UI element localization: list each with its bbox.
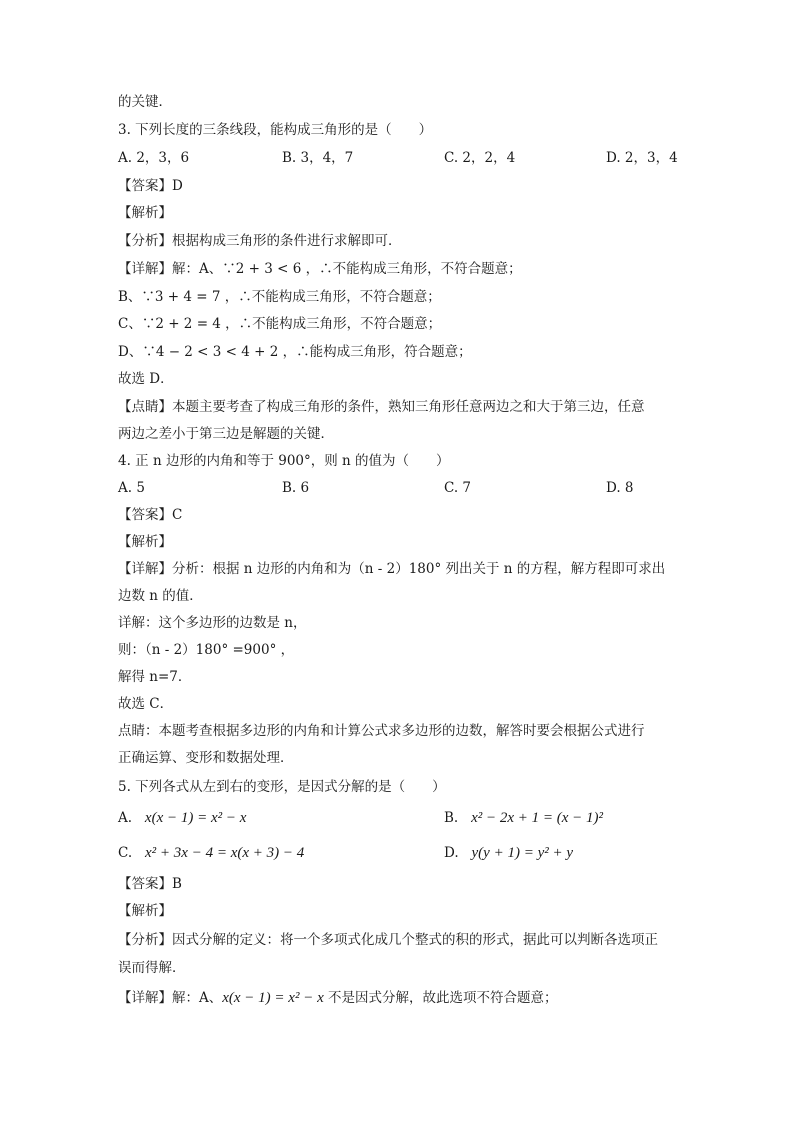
- q5-detail-prefix: 【详解】解：A、: [118, 990, 223, 1006]
- q4-option-c: C. 7: [444, 480, 472, 496]
- q4-option-a: A. 5: [118, 480, 145, 496]
- q5-option-b-formula: x² − 2x + 1 = (x − 1)²: [471, 810, 604, 826]
- q4-answer: 【答案】C: [118, 507, 183, 523]
- q4-option-b: B. 6: [282, 480, 310, 496]
- q3-analysis-heading: 【解析】: [118, 205, 172, 221]
- q3-option-c: C. 2，2，4: [444, 150, 516, 166]
- question-5: 5. 下列各式从左到右的变形，是因式分解的是（ ）: [118, 779, 446, 795]
- q4-detail-3: 详解：这个多边形的边数是 n，: [118, 615, 307, 631]
- q4-comment-2: 正确运算、变形和数据处理．: [118, 750, 294, 766]
- q5-option-b-label: B.: [444, 810, 459, 826]
- q3-detail-a: 【详解】解：A、∵2 + 3 < 6 ，∴不能构成三角形，不符合题意；: [118, 261, 522, 277]
- question-4: 4. 正 n 边形的内角和等于 900°，则 n 的值为（ ）: [118, 453, 450, 469]
- q3-comment-2: 两边之差小于第三边是解题的关键．: [118, 426, 334, 442]
- q5-option-c-label: C.: [118, 845, 133, 861]
- q5-option-a-label: A.: [118, 810, 133, 826]
- q4-detail-2: 边数 n 的值．: [118, 588, 203, 604]
- q5-analysis-1: 【分析】因式分解的定义：将一个多项式化成几个整式的积的形式，据此可以判断各选项正: [118, 932, 658, 948]
- q3-analysis: 【分析】根据构成三角形的条件进行求解即可．: [118, 233, 402, 249]
- q5-option-c: [118, 843, 304, 863]
- q5-analysis-heading: 【解析】: [118, 903, 172, 919]
- q5-option-d-label: D.: [444, 845, 459, 861]
- q5-option-d-formula: y(y + 1) = y² + y: [471, 845, 573, 861]
- q5-answer: 【答案】B: [118, 876, 182, 892]
- q5-option-c-formula: x² + 3x − 4 = x(x + 3) − 4: [145, 845, 305, 861]
- q4-comment-1: 点睛：本题考查根据多边形的内角和计算公式求多边形的边数，解答时要会根据公式进行: [118, 723, 645, 739]
- q4-detail-1: 【详解】分析：根据 n 边形的内角和为（n - 2）180° 列出关于 n 的方程，解方程即可求出: [118, 561, 666, 577]
- q4-detail-5: 解得 n=7．: [118, 669, 192, 685]
- q3-option-b: B. 3，4，7: [282, 150, 354, 166]
- q5-detail-formula: x(x − 1) = x² − x: [222, 990, 324, 1006]
- q3-option-d: D. 2，3，4: [606, 150, 678, 166]
- q5-option-b: [444, 808, 603, 828]
- q5-option-d: [444, 843, 573, 863]
- question-3: 3. 下列长度的三条线段，能构成三角形的是（ ）: [118, 122, 433, 138]
- q3-comment-1: 【点睛】本题主要考查了构成三角形的条件，熟知三角形任意两边之和大于第三边，任意: [118, 399, 645, 415]
- text-line: 的关键．: [118, 94, 172, 110]
- q5-detail-a: [118, 988, 558, 1008]
- q5-option-a: [118, 808, 246, 828]
- q3-detail-d: D、∵4 − 2 < 3 < 4 + 2 ，∴能构成三角形，符合题意；: [118, 344, 472, 360]
- q3-option-a: A. 2，3，6: [118, 150, 190, 166]
- q3-answer: 【答案】D: [118, 178, 183, 194]
- q3-detail-b: B、∵3 + 4 = 7 ，∴不能构成三角形，不符合题意；: [118, 289, 441, 305]
- q4-option-d: D. 8: [606, 480, 634, 496]
- q4-detail-4: 则：（n - 2）180° =900° ，: [118, 642, 295, 658]
- q3-detail-c: C、∵2 + 2 = 4 ，∴不能构成三角形，不符合题意；: [118, 316, 442, 332]
- q4-choice: 故选 C．: [118, 696, 174, 712]
- q5-option-a-formula: x(x − 1) = x² − x: [144, 810, 247, 826]
- q4-analysis-heading: 【解析】: [118, 534, 172, 550]
- q5-analysis-2: 误而得解．: [118, 960, 186, 976]
- q3-choice: 故选 D．: [118, 371, 174, 387]
- q5-detail-suffix: 不是因式分解，故此选项不符合题意；: [323, 990, 558, 1006]
